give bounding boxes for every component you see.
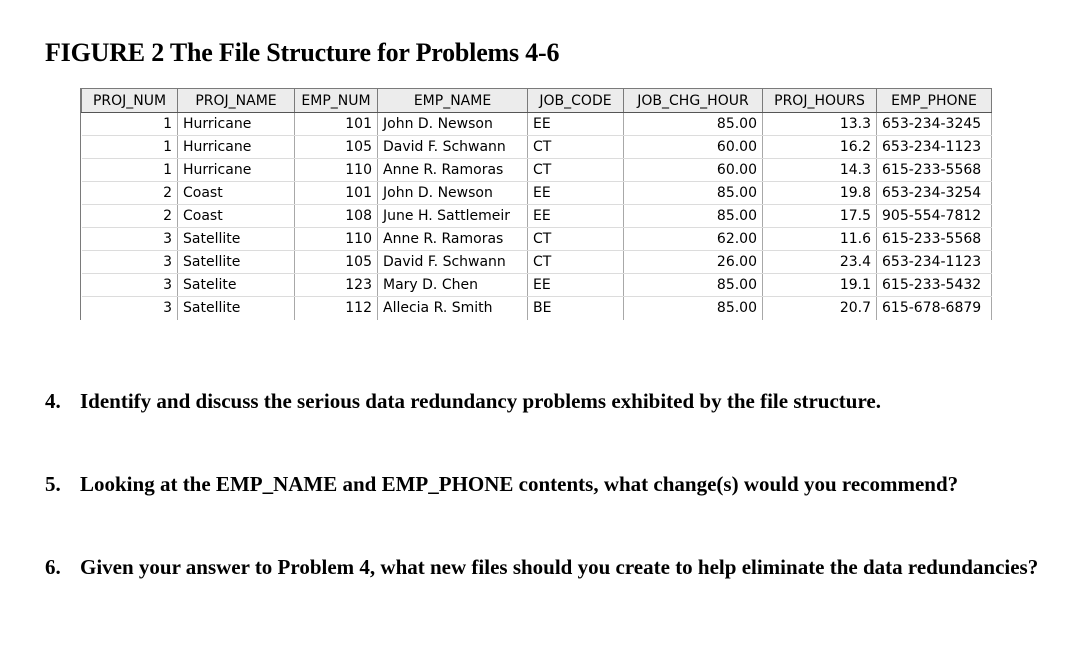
cell-emp-name: Anne R. Ramoras xyxy=(378,228,528,251)
cell-job-code: EE xyxy=(528,113,624,136)
cell-proj-num: 3 xyxy=(82,297,178,320)
table-row xyxy=(82,136,992,159)
cell-proj-hours: 23.4 xyxy=(763,251,877,274)
cell-emp-name: David F. Schwann xyxy=(378,251,528,274)
cell-proj-num: 3 xyxy=(82,274,178,297)
cell-proj-num: 2 xyxy=(82,205,178,228)
cell-proj-name: Satellite xyxy=(178,297,295,320)
cell-proj-name: Hurricane xyxy=(178,113,295,136)
cell-emp-num: 105 xyxy=(295,251,378,274)
cell-job-chg-hour: 60.00 xyxy=(624,159,763,182)
cell-emp-num: 105 xyxy=(295,136,378,159)
cell-proj-name: Hurricane xyxy=(178,159,295,182)
column-header-proj-hours[interactable]: PROJ_HOURS xyxy=(763,89,877,113)
cell-proj-hours: 19.8 xyxy=(763,182,877,205)
cell-emp-name: June H. Sattlemeir xyxy=(378,205,528,228)
column-header-emp-name[interactable]: EMP_NAME xyxy=(378,89,528,113)
cell-job-chg-hour: 60.00 xyxy=(624,136,763,159)
table-row xyxy=(82,228,992,251)
column-header-job-chg-hour[interactable]: JOB_CHG_HOUR xyxy=(624,89,763,113)
cell-emp-num: 112 xyxy=(295,297,378,320)
header-row xyxy=(82,89,992,113)
cell-job-code: EE xyxy=(528,205,624,228)
cell-job-code: BE xyxy=(528,297,624,320)
cell-job-code: EE xyxy=(528,274,624,297)
cell-emp-name: David F. Schwann xyxy=(378,136,528,159)
cell-proj-hours: 11.6 xyxy=(763,228,877,251)
cell-job-chg-hour: 85.00 xyxy=(624,182,763,205)
table-row xyxy=(82,274,992,297)
table-body xyxy=(82,113,992,320)
cell-proj-num: 3 xyxy=(82,251,178,274)
table-row xyxy=(82,159,992,182)
cell-emp-phone: 653-234-3245 xyxy=(877,113,992,136)
cell-emp-phone: 653-234-1123 xyxy=(877,136,992,159)
cell-emp-num: 123 xyxy=(295,274,378,297)
cell-proj-num: 2 xyxy=(82,182,178,205)
question-number: 4. xyxy=(45,389,61,413)
cell-proj-hours: 13.3 xyxy=(763,113,877,136)
table-row xyxy=(82,205,992,228)
cell-emp-phone: 615-678-6879 xyxy=(877,297,992,320)
column-header-emp-num[interactable]: EMP_NUM xyxy=(295,89,378,113)
figure-title: FIGURE 2 The File Structure for Problems 4-6 xyxy=(45,38,560,67)
cell-job-chg-hour: 85.00 xyxy=(624,297,763,320)
cell-proj-name: Satelite xyxy=(178,274,295,297)
cell-proj-num: 1 xyxy=(82,159,178,182)
cell-emp-phone: 653-234-1123 xyxy=(877,251,992,274)
cell-emp-num: 108 xyxy=(295,205,378,228)
column-header-proj-num[interactable]: PROJ_NUM xyxy=(82,89,178,113)
column-header-proj-name[interactable]: PROJ_NAME xyxy=(178,89,295,113)
cell-proj-name: Hurricane xyxy=(178,136,295,159)
cell-emp-name: John D. Newson xyxy=(378,182,528,205)
cell-emp-name: Anne R. Ramoras xyxy=(378,159,528,182)
cell-job-chg-hour: 85.00 xyxy=(624,113,763,136)
cell-job-chg-hour: 62.00 xyxy=(624,228,763,251)
cell-job-code: CT xyxy=(528,136,624,159)
cell-proj-name: Coast xyxy=(178,205,295,228)
question-5 xyxy=(45,471,1052,498)
cell-proj-num: 1 xyxy=(82,113,178,136)
cell-emp-num: 101 xyxy=(295,182,378,205)
cell-job-chg-hour: 85.00 xyxy=(624,274,763,297)
cell-emp-phone: 615-233-5568 xyxy=(877,159,992,182)
file-structure-table xyxy=(81,88,992,320)
cell-proj-name: Satellite xyxy=(178,228,295,251)
question-text: Given your answer to Problem 4, what new files should you create to help eliminate the data redundancies? xyxy=(80,555,1039,579)
cell-proj-hours: 14.3 xyxy=(763,159,877,182)
cell-emp-num: 110 xyxy=(295,228,378,251)
cell-proj-num: 1 xyxy=(82,136,178,159)
question-4 xyxy=(45,388,1052,415)
question-text: Identify and discuss the serious data redundancy problems exhibited by the file structure. xyxy=(80,389,881,413)
table-row xyxy=(82,113,992,136)
table-row xyxy=(82,297,992,320)
cell-proj-hours: 17.5 xyxy=(763,205,877,228)
cell-job-code: CT xyxy=(528,159,624,182)
cell-emp-phone: 615-233-5568 xyxy=(877,228,992,251)
cell-proj-name: Satellite xyxy=(178,251,295,274)
column-header-job-code[interactable]: JOB_CODE xyxy=(528,89,624,113)
question-text: Looking at the EMP_NAME and EMP_PHONE contents, what change(s) would you recommend? xyxy=(80,472,959,496)
cell-proj-name: Coast xyxy=(178,182,295,205)
cell-proj-num: 3 xyxy=(82,228,178,251)
question-6 xyxy=(45,554,1052,581)
cell-emp-name: John D. Newson xyxy=(378,113,528,136)
cell-emp-name: Mary D. Chen xyxy=(378,274,528,297)
cell-emp-num: 101 xyxy=(295,113,378,136)
data-grid xyxy=(80,88,992,320)
table-row xyxy=(82,182,992,205)
cell-job-code: CT xyxy=(528,251,624,274)
table-row xyxy=(82,251,992,274)
question-number: 5. xyxy=(45,472,61,496)
cell-proj-hours: 19.1 xyxy=(763,274,877,297)
cell-job-chg-hour: 85.00 xyxy=(624,205,763,228)
cell-emp-phone: 905-554-7812 xyxy=(877,205,992,228)
cell-job-code: EE xyxy=(528,182,624,205)
column-header-emp-phone[interactable]: EMP_PHONE xyxy=(877,89,992,113)
cell-emp-name: Allecia R. Smith xyxy=(378,297,528,320)
cell-proj-hours: 20.7 xyxy=(763,297,877,320)
cell-emp-phone: 653-234-3254 xyxy=(877,182,992,205)
cell-job-code: CT xyxy=(528,228,624,251)
cell-job-chg-hour: 26.00 xyxy=(624,251,763,274)
cell-emp-num: 110 xyxy=(295,159,378,182)
question-number: 6. xyxy=(45,555,61,579)
cell-emp-phone: 615-233-5432 xyxy=(877,274,992,297)
cell-proj-hours: 16.2 xyxy=(763,136,877,159)
